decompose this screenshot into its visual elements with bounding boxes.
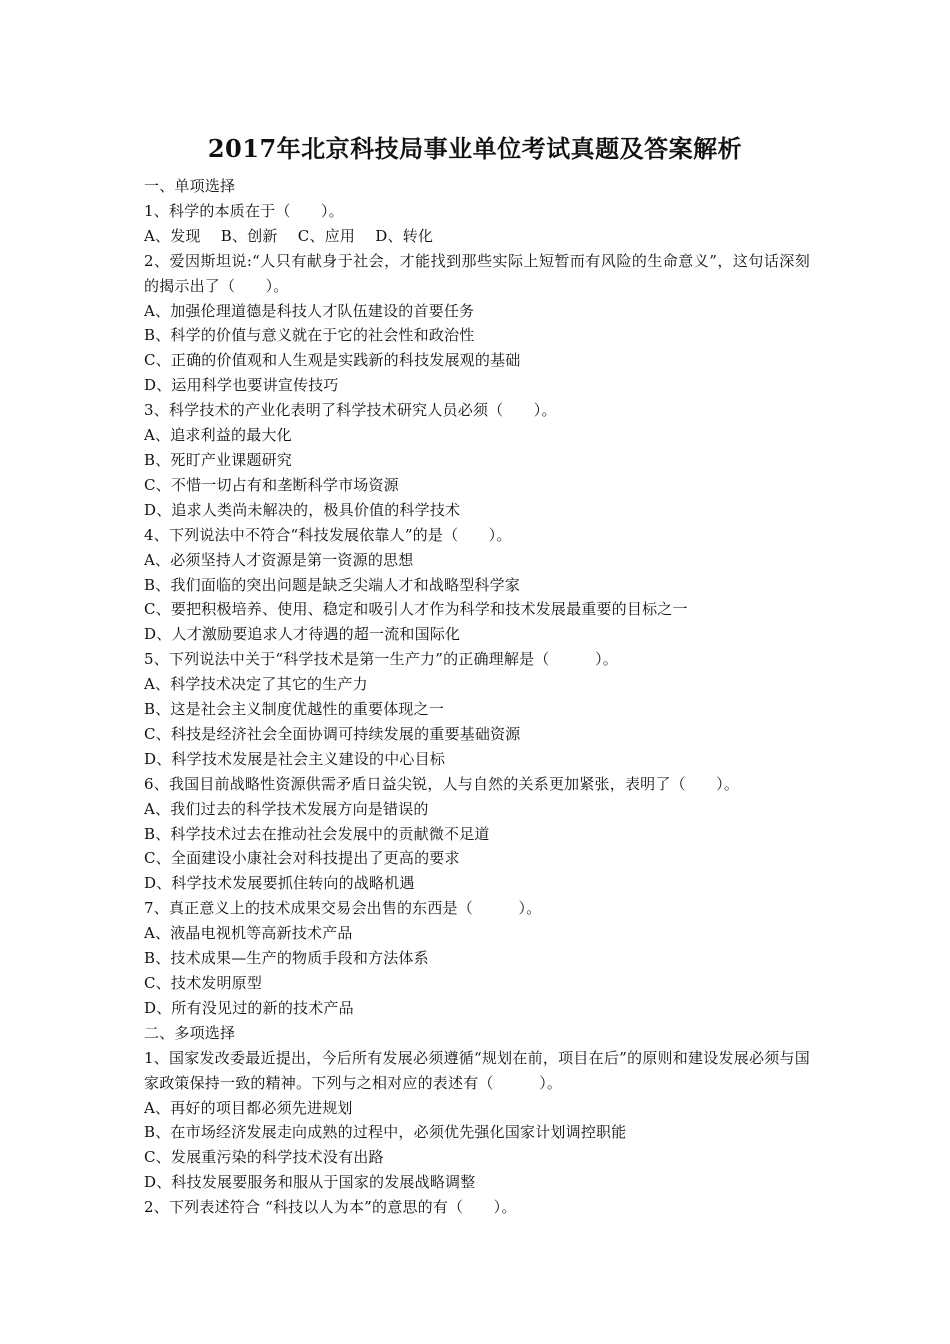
question-text: 2、爱因斯坦说:“人只有献身于社会，才能找到那些实际上短暂而有风险的生命意义”，这句话深刻的揭示出了（ ）。 (144, 251, 810, 295)
answer-option: C、要把积极培养、使用、稳定和吸引人才作为科学和技术发展最重要的目标之一 (144, 600, 688, 619)
question-text: 6、我国目前战略性资源供需矛盾日益尖锐，人与自然的关系更加紧张，表明了（ ）。 (144, 774, 740, 793)
answer-option: A、液晶电视机等高新技术产品 (144, 924, 353, 943)
answer-option: D、运用科学也要讲宣传技巧 (144, 376, 339, 395)
answer-option: C、不惜一切占有和垄断科学市场资源 (144, 475, 399, 494)
answer-option: A、科学技术决定了其它的生产力 (144, 675, 368, 694)
question-text: 3、科学技术的产业化表明了科学技术研究人员必须（ ）。 (144, 401, 557, 420)
answer-option: A、必须坚持人才资源是第一资源的思想 (144, 550, 414, 569)
question-text: 4、下列说法中不符合“科技发展依靠人”的是（ ）。 (144, 525, 512, 544)
answer-option: D、科学技术发展是社会主义建设的中心目标 (144, 749, 446, 768)
answer-option: A、我们过去的科学技术发展方向是错误的 (144, 799, 429, 818)
answer-option: A、再好的项目都必须先进规划 (144, 1098, 353, 1117)
answer-option: C、正确的价值观和人生观是实践新的科技发展观的基础 (144, 351, 521, 370)
answer-option: D、人才激励要追求人才待遇的超一流和国际化 (144, 625, 461, 644)
answer-option: D、所有没见过的新的技术产品 (144, 998, 354, 1017)
answer-option: C、全面建设小康社会对科技提出了更高的要求 (144, 849, 460, 868)
question-text: 1、国家发改委最近提出，今后所有发展必须遵循“规划在前，项目在后”的原则和建设发展必须与国家政策保持一致的精神。下列与之相对应的表述有（ ）。 (144, 1048, 810, 1092)
answer-option: B、这是社会主义制度优越性的重要体现之一 (144, 700, 445, 719)
answer-option: D、科技发展要服务和服从于国家的发展战略调整 (144, 1173, 476, 1192)
answer-option: A、加强伦理道德是科技人才队伍建设的首要任务 (144, 301, 475, 320)
question-text: 7、真正意义上的技术成果交易会出售的东西是（ ）。 (144, 899, 542, 918)
answer-option: D、科学技术发展要抓住转向的战略机遇 (144, 874, 415, 893)
answer-option: A、追求利益的最大化 (144, 426, 292, 445)
answer-option: B、技术成果—生产的物质手段和方法体系 (144, 949, 429, 968)
answer-option: B、在市场经济发展走向成熟的过程中，必须优先强化国家计划调控职能 (144, 1123, 627, 1142)
answer-option: D、追求人类尚未解决的，极具价值的科学技术 (144, 500, 461, 519)
answer-option: B、科学技术过去在推动社会发展中的贡献微不足道 (144, 824, 490, 843)
document-body (144, 174, 810, 1220)
answer-options: A、发现 B、创新 C、应用 D、转化 (144, 226, 434, 245)
answer-option: C、发展重污染的科学技术没有出路 (144, 1148, 384, 1167)
answer-option: B、我们面临的突出问题是缺乏尖端人才和战略型科学家 (144, 575, 521, 594)
section-heading-single-choice: 一、单项选择 (144, 177, 236, 195)
section-heading-multiple-choice: 二、多项选择 (144, 1023, 236, 1042)
question-text: 5、下列说法中关于“科学技术是第一生产力”的正确理解是（ ）。 (144, 650, 618, 669)
answer-option: B、科学的价值与意义就在于它的社会性和政治性 (144, 326, 475, 345)
answer-option: B、死盯产业课题研究 (144, 450, 293, 469)
answer-option: C、技术发明原型 (144, 974, 263, 992)
answer-option: C、科技是经济社会全面协调可持续发展的重要基础资源 (144, 724, 521, 743)
question-text: 1、科学的本质在于（ ）。 (144, 201, 344, 220)
question-text: 2、下列表述符合 “科技以人为本”的意思的有（ ）。 (144, 1198, 517, 1217)
document-title: 2017年北京科技局事业单位考试真题及答案解析 (207, 134, 743, 163)
